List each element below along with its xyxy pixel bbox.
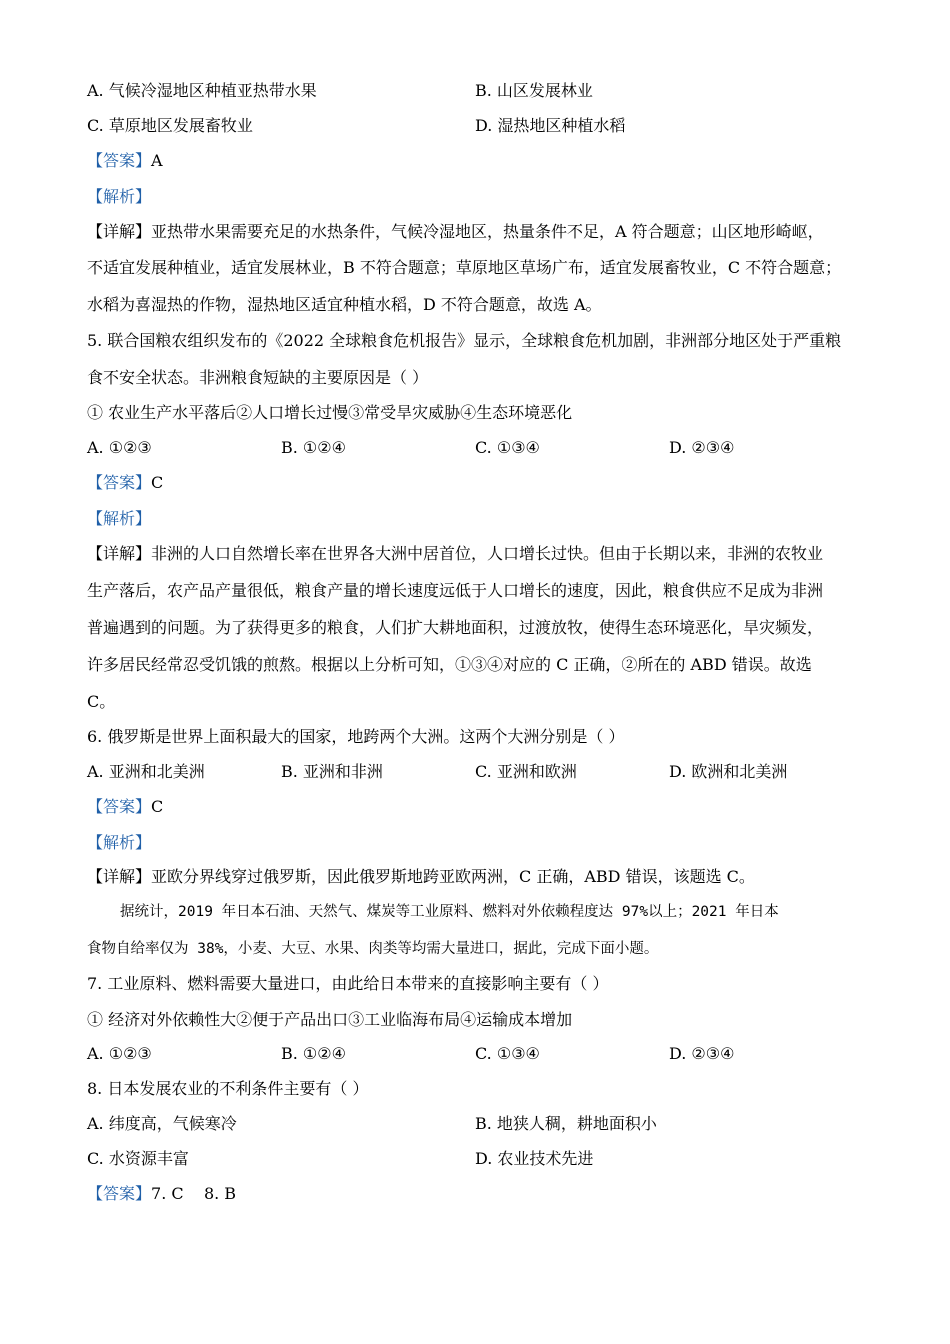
q5-answer (87, 472, 163, 494)
q8-stem: 8. 日本发展农业的不利条件主要有（ ） (87, 1079, 369, 1098)
q6-answer (87, 796, 163, 818)
q5-detail-line-1 (87, 543, 823, 565)
q4-analysis-tag: 【解析】 (87, 187, 152, 206)
q6-option-b: B. 亚洲和非洲 (281, 762, 383, 781)
material-line-1: 据统计，2019 年日本石油、天然气、煤炭等工业原料、燃料对外依赖程度达 97%以上；2021 年日本 (120, 904, 779, 920)
q4-detail-line-1 (87, 221, 824, 243)
answer-tag: 【答案】 (87, 797, 152, 816)
q4-option-d: D. 湿热地区种植水稻 (475, 116, 626, 135)
detail-tag: 【详解】 (87, 222, 152, 241)
q6-option-c: C. 亚洲和欧洲 (475, 762, 577, 781)
q5-detail-line-4: 许多居民经常忍受饥饿的煎熬。根据以上分析可知，①③④对应的 C 正确，②所在的 ABD 错误。故选 (87, 655, 812, 674)
q5-stem-line-2: 食不安全状态。非洲粮食短缺的主要原因是（ ） (87, 368, 429, 387)
q5-detail-line-2: 生产落后，农产品产量很低，粮食产量的增长速度远低于人口增长的速度，因此，粮食供应不足成为非洲 (87, 581, 824, 600)
q7-stem: 7. 工业原料、燃料需要大量进口，由此给日本带来的直接影响主要有（ ） (87, 974, 609, 993)
q4-answer (87, 150, 163, 172)
q7-option-d: D. ②③④ (669, 1044, 735, 1063)
q4-option-c: C. 草原地区发展畜牧业 (87, 116, 253, 135)
material-line-2: 食物自给率仅为 38%，小麦、大豆、水果、肉类等均需大量进口，据此，完成下面小题。 (87, 941, 659, 957)
answer-value: 7. C 8. B (151, 1184, 237, 1203)
q4-detail-line-3: 水稻为喜湿热的作物，湿热地区适宜种植水稻，D 不符合题意，故选 A。 (87, 295, 602, 314)
q4-option-b: B. 山区发展林业 (475, 81, 593, 100)
q5-option-d: D. ②③④ (669, 438, 735, 457)
q7-option-c: C. ①③④ (475, 1044, 540, 1063)
q5-items: ① 农业生产水平落后②人口增长过慢③常受旱灾威胁④生态环境恶化 (87, 403, 573, 422)
q6-stem: 6. 俄罗斯是世界上面积最大的国家，地跨两个大洲。这两个大洲分别是（ ） (87, 727, 625, 746)
answer-value: C (151, 797, 164, 816)
q8-option-c: C. 水资源丰富 (87, 1149, 189, 1168)
q5-stem-line-1: 5. 联合国粮农组织发布的《2022 全球粮食危机报告》显示，全球粮食危机加剧，非洲部分地区处于严重粮 (87, 331, 842, 350)
q8-option-d: D. 农业技术先进 (475, 1149, 594, 1168)
q6-detail-line-1 (87, 866, 755, 888)
q6-analysis-tag: 【解析】 (87, 833, 152, 852)
q4-detail-line-2: 不适宜发展种植业，适宜发展林业，B 不符合题意；草原地区草场广布，适宜发展畜牧业，C 不符合题意； (87, 258, 842, 277)
answer-value: A (151, 151, 163, 170)
q7-items: ① 经济对外依赖性大②便于产品出口③工业临海布局④运输成本增加 (87, 1010, 573, 1029)
q5-option-a: A. ①②③ (87, 438, 152, 457)
q6-option-a: A. 亚洲和北美洲 (87, 762, 205, 781)
q7-option-a: A. ①②③ (87, 1044, 152, 1063)
answer-tag: 【答案】 (87, 1184, 152, 1203)
q4-option-a: A. 气候冷湿地区种植亚热带水果 (87, 81, 317, 100)
detail-text: 非洲的人口自然增长率在世界各大洲中居首位，人口增长过快。但由于长期以来，非洲的农牧业 (151, 544, 824, 563)
q8-option-a: A. 纬度高，气候寒冷 (87, 1114, 237, 1133)
q5-detail-line-3: 普遍遇到的问题。为了获得更多的粮食，人们扩大耕地面积，过渡放牧，使得生态环境恶化，旱灾频发， (87, 618, 824, 637)
detail-tag: 【详解】 (87, 867, 152, 886)
q5-option-b: B. ①②④ (281, 438, 346, 457)
answer-value: C (151, 473, 164, 492)
detail-text: 亚热带水果需要充足的水热条件，气候冷湿地区，热量条件不足，A 符合题意；山区地形崎岖， (151, 222, 824, 241)
answer-tag: 【答案】 (87, 473, 152, 492)
q8-option-b: B. 地狭人稠，耕地面积小 (475, 1114, 657, 1133)
q7-option-b: B. ①②④ (281, 1044, 346, 1063)
q7-8-answer (87, 1183, 236, 1205)
q6-option-d: D. 欧洲和北美洲 (669, 762, 788, 781)
detail-tag: 【详解】 (87, 544, 152, 563)
q5-detail-line-5: C。 (87, 692, 116, 711)
q5-option-c: C. ①③④ (475, 438, 540, 457)
q5-analysis-tag: 【解析】 (87, 509, 152, 528)
detail-text: 亚欧分界线穿过俄罗斯，因此俄罗斯地跨亚欧两洲，C 正确，ABD 错误，该题选 C。 (151, 867, 755, 886)
answer-tag: 【答案】 (87, 151, 152, 170)
